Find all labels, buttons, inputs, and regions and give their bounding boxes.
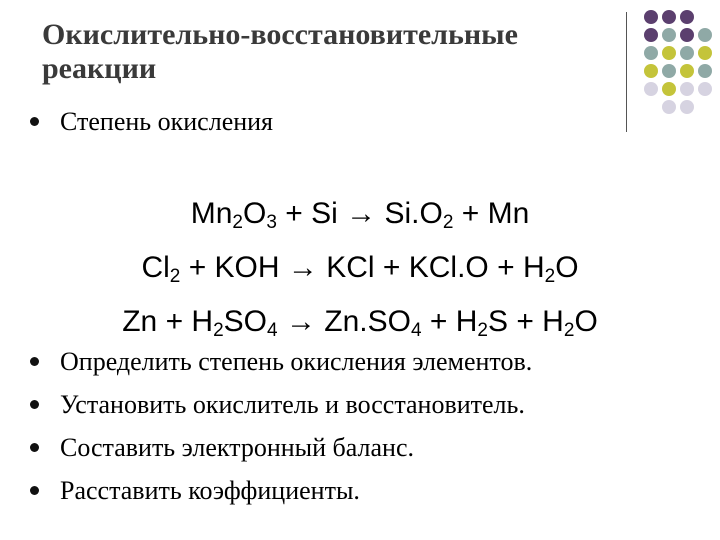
task-text-4: Расставить коэффициенты. xyxy=(60,476,360,505)
equation-text: + Mn xyxy=(453,197,530,230)
task-item-1 xyxy=(0,345,700,379)
decorative-dot xyxy=(680,82,694,96)
decorative-dot xyxy=(662,46,676,60)
task-text-2: Установить окислитель и восстановитель. xyxy=(60,390,525,419)
equation-2 xyxy=(0,241,720,295)
decorative-dot xyxy=(644,10,658,24)
equation-1 xyxy=(0,187,720,241)
decorative-dot xyxy=(662,64,676,78)
equation-subscript: 4 xyxy=(267,320,278,341)
subtitle-bullet-text: Степень окисления xyxy=(60,107,274,136)
bullet-icon xyxy=(30,357,39,366)
equation-subscript: 2 xyxy=(544,266,556,287)
equation-text: Mn xyxy=(190,197,233,230)
decorative-dot xyxy=(698,28,712,42)
task-item-2 xyxy=(0,388,700,422)
equation-text: Cl xyxy=(141,251,170,284)
equation-text: SO xyxy=(223,305,268,338)
decorative-dot xyxy=(662,82,676,96)
decorative-dot xyxy=(662,10,676,24)
bullet-icon xyxy=(30,400,39,409)
equation-subscript: 2 xyxy=(477,320,488,341)
bullet-icon xyxy=(30,486,39,495)
equation-text: O xyxy=(243,197,267,230)
subtitle-bullet-item xyxy=(0,105,700,139)
decorative-dot xyxy=(698,46,712,60)
decorative-dot xyxy=(662,28,676,42)
equation-subscript: 3 xyxy=(266,212,277,233)
decorative-dot xyxy=(698,82,712,96)
slide-title-line-1: Окислительно-восстановительные xyxy=(42,18,518,51)
task-text-3: Составить электронный баланс. xyxy=(60,433,415,462)
decorative-dot-grid xyxy=(642,8,714,118)
decorative-dot xyxy=(680,46,694,60)
equation-text: → Zn.SO xyxy=(277,305,411,338)
decorative-dot xyxy=(644,64,658,78)
equation-subscript: 4 xyxy=(410,320,422,341)
task-item-3 xyxy=(0,431,700,465)
task-text-1: Определить степень окисления элементов. xyxy=(60,347,533,376)
decorative-dot xyxy=(644,46,658,60)
slide-title xyxy=(42,18,622,86)
decorative-dot xyxy=(644,28,658,42)
bullet-icon xyxy=(30,443,39,452)
slide-title-line-2: реакции xyxy=(42,52,157,85)
decorative-dot xyxy=(698,64,712,78)
equations-block xyxy=(0,187,720,349)
equation-subscript: 2 xyxy=(563,320,575,341)
equation-subscript: 2 xyxy=(232,212,243,233)
bullet-icon xyxy=(30,117,39,126)
equation-3 xyxy=(0,295,720,349)
equation-subscript: 2 xyxy=(169,266,181,287)
equation-text: O xyxy=(574,305,598,338)
equation-text: + H xyxy=(421,305,478,338)
decorative-dot xyxy=(680,28,694,42)
decorative-dot xyxy=(680,10,694,24)
equation-text: + KOH → KCl + KCl.O + H xyxy=(180,251,545,284)
equation-text: S + H xyxy=(487,305,564,338)
equation-text: + Si → Si.O xyxy=(276,197,443,230)
decorative-dot xyxy=(644,82,658,96)
equation-subscript: 2 xyxy=(442,212,454,233)
task-item-4 xyxy=(0,474,700,508)
decorative-dot xyxy=(680,64,694,78)
equation-subscript: 2 xyxy=(213,320,224,341)
equation-text: O xyxy=(555,251,579,284)
equation-text: Zn + H xyxy=(122,305,214,338)
